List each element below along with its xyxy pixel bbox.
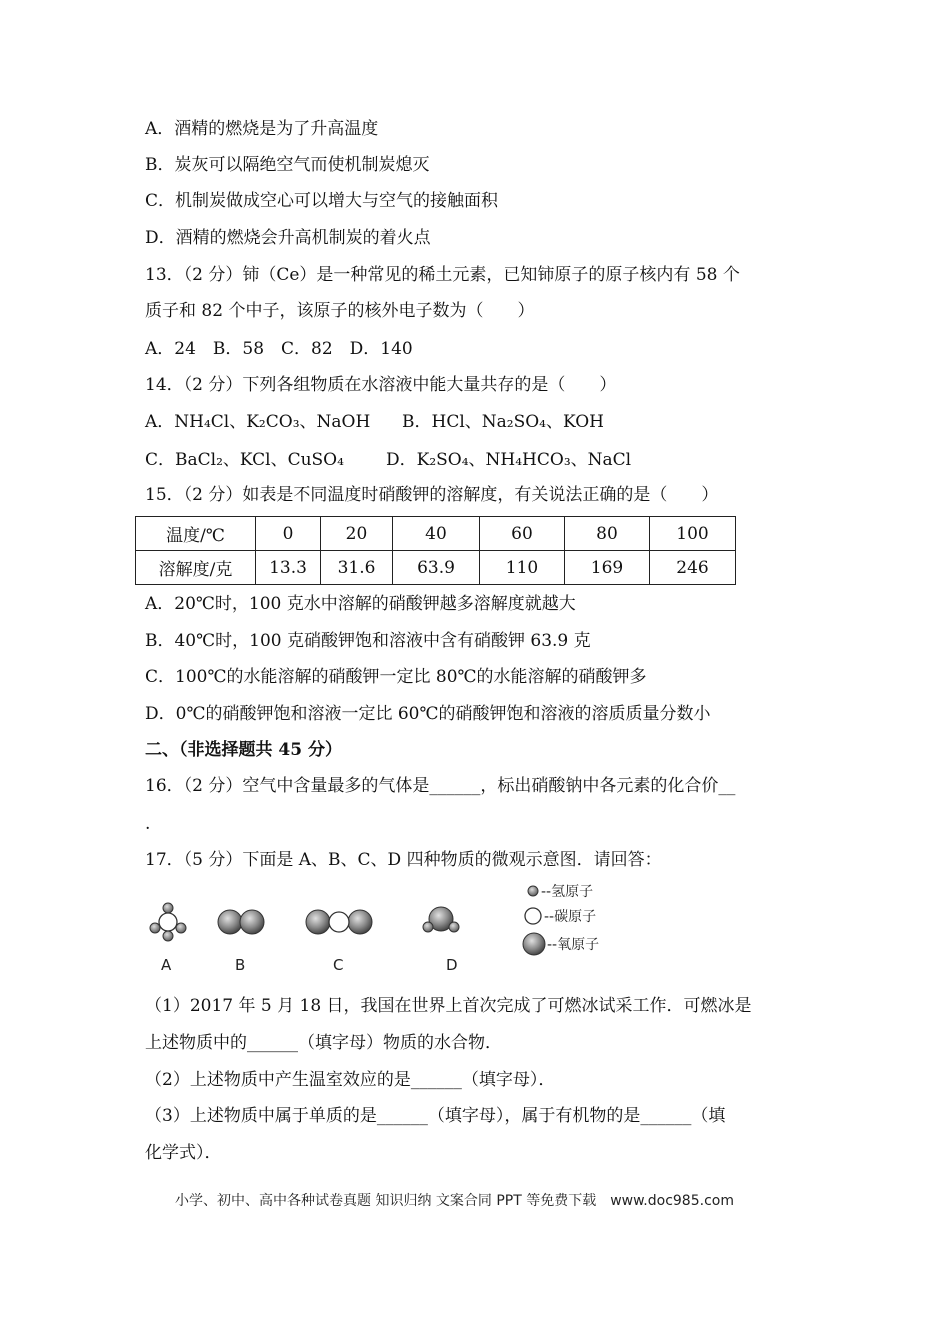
oxygen-atom-icon — [523, 933, 545, 955]
q15-option-a: A．20℃时，100 克水中溶解的硝酸钾越多溶解度就越大 — [145, 594, 576, 614]
table-cell: 0 — [256, 517, 321, 551]
q17-stem: 17．（5 分）下面是 A、B、C、D 四种物质的微观示意图．请回答： — [145, 850, 662, 870]
q17-sub3-line2: 化学式）． — [145, 1143, 222, 1163]
q12-option-a: A．酒精的燃烧是为了升高温度 — [145, 119, 379, 139]
q17-sub3-line1: （3）上述物质中属于单质的是______（填字母），属于有机物的是______（填 — [145, 1106, 726, 1126]
hydrogen-atom-icon — [528, 886, 538, 896]
q17-sub1-line2: 上述物质中的______（填字母）物质的水合物． — [145, 1033, 502, 1053]
legend-carbon: --碳原子 — [544, 909, 597, 925]
table-cell: 63.9 — [393, 551, 480, 585]
q16-line1: 16．（2 分）空气中含量最多的气体是______，标出硝酸钠中各元素的化合价__ — [145, 776, 736, 796]
q15-option-b: B．40℃时，100 克硝酸钾饱和溶液中含有硝酸钾 63.9 克 — [145, 631, 591, 651]
table-cell: 31.6 — [321, 551, 393, 585]
q17-sub2: （2）上述物质中产生温室效应的是______（填字母）． — [145, 1070, 556, 1090]
q14-option-c: C．BaCl₂、KCl、CuSO₄ — [145, 450, 344, 470]
q13-stem-line1: 13．（2 分）铈（Ce）是一种常见的稀土元素，已知铈原子的原子核内有 58 个 — [145, 265, 740, 285]
table-cell: 40 — [393, 517, 480, 551]
q14-option-b: B．HCl、Na₂SO₄、KOH — [402, 412, 604, 432]
molecule-a-icon — [150, 903, 186, 941]
q13-stem-line2: 质子和 82 个中子，该原子的核外电子数为（ ） — [145, 301, 535, 321]
q15-option-c: C．100℃的水能溶解的硝酸钾一定比 80℃的水能溶解的硝酸钾多 — [145, 667, 647, 687]
molecule-c-icon — [306, 910, 372, 934]
table-cell: 溶解度/克 — [136, 551, 256, 585]
q12-option-c: C．机制炭做成空心可以增大与空气的接触面积 — [145, 191, 499, 211]
molecule-label-c: C — [333, 956, 344, 974]
molecule-diagram — [140, 876, 640, 976]
q13-options: A．24 B．58 C．82 D．140 — [145, 339, 413, 359]
table-cell: 169 — [565, 551, 650, 585]
q17-sub1-line1: （1）2017 年 5 月 18 日，我国在世界上首次完成了可燃冰试采工作．可燃冰是 — [145, 996, 752, 1016]
q14-option-d: D．K₂SO₄、NH₄HCO₃、NaCl — [386, 450, 632, 470]
table-cell: 温度/℃ — [136, 517, 256, 551]
q14-stem: 14．（2 分）下列各组物质在水溶液中能大量共存的是（ ） — [145, 375, 617, 395]
diagram-legend — [523, 884, 599, 955]
legend-oxygen: --氧原子 — [547, 937, 600, 953]
page-footer: 小学、初中、高中各种试卷真题 知识归纳 文案合同 PPT 等免费下载 www.doc985.com — [175, 1193, 734, 1209]
molecule-d-icon — [423, 907, 459, 932]
legend-hydrogen: --氢原子 — [541, 884, 594, 900]
table-cell: 246 — [650, 551, 736, 585]
q12-option-d: D．酒精的燃烧会升高机制炭的着火点 — [145, 228, 431, 248]
table-cell: 20 — [321, 517, 393, 551]
q14-option-a: A．NH₄Cl、K₂CO₃、NaOH — [145, 412, 371, 432]
molecule-label-a: A — [161, 956, 172, 974]
q15-option-d: D．0℃的硝酸钾饱和溶液一定比 60℃的硝酸钾饱和溶液的溶质质量分数小 — [145, 704, 711, 724]
table-cell: 60 — [480, 517, 565, 551]
table-row — [136, 517, 736, 551]
molecule-b-icon — [218, 910, 264, 934]
carbon-atom-icon — [525, 908, 541, 924]
table-cell: 13.3 — [256, 551, 321, 585]
molecule-label-b: B — [235, 956, 246, 974]
molecule-label-d: D — [446, 956, 458, 974]
table-cell: 110 — [480, 551, 565, 585]
section-heading: 二、（非选择题共 45 分） — [145, 740, 342, 760]
q12-option-b: B．炭灰可以隔绝空气而使机制炭熄灭 — [145, 155, 430, 175]
q15-stem: 15．（2 分）如表是不同温度时硝酸钾的溶解度，有关说法正确的是（ ） — [145, 485, 719, 505]
q16-line2: . — [145, 814, 151, 834]
table-cell: 80 — [565, 517, 650, 551]
table-cell: 100 — [650, 517, 736, 551]
table-row — [136, 551, 736, 585]
solubility-table — [135, 516, 736, 585]
